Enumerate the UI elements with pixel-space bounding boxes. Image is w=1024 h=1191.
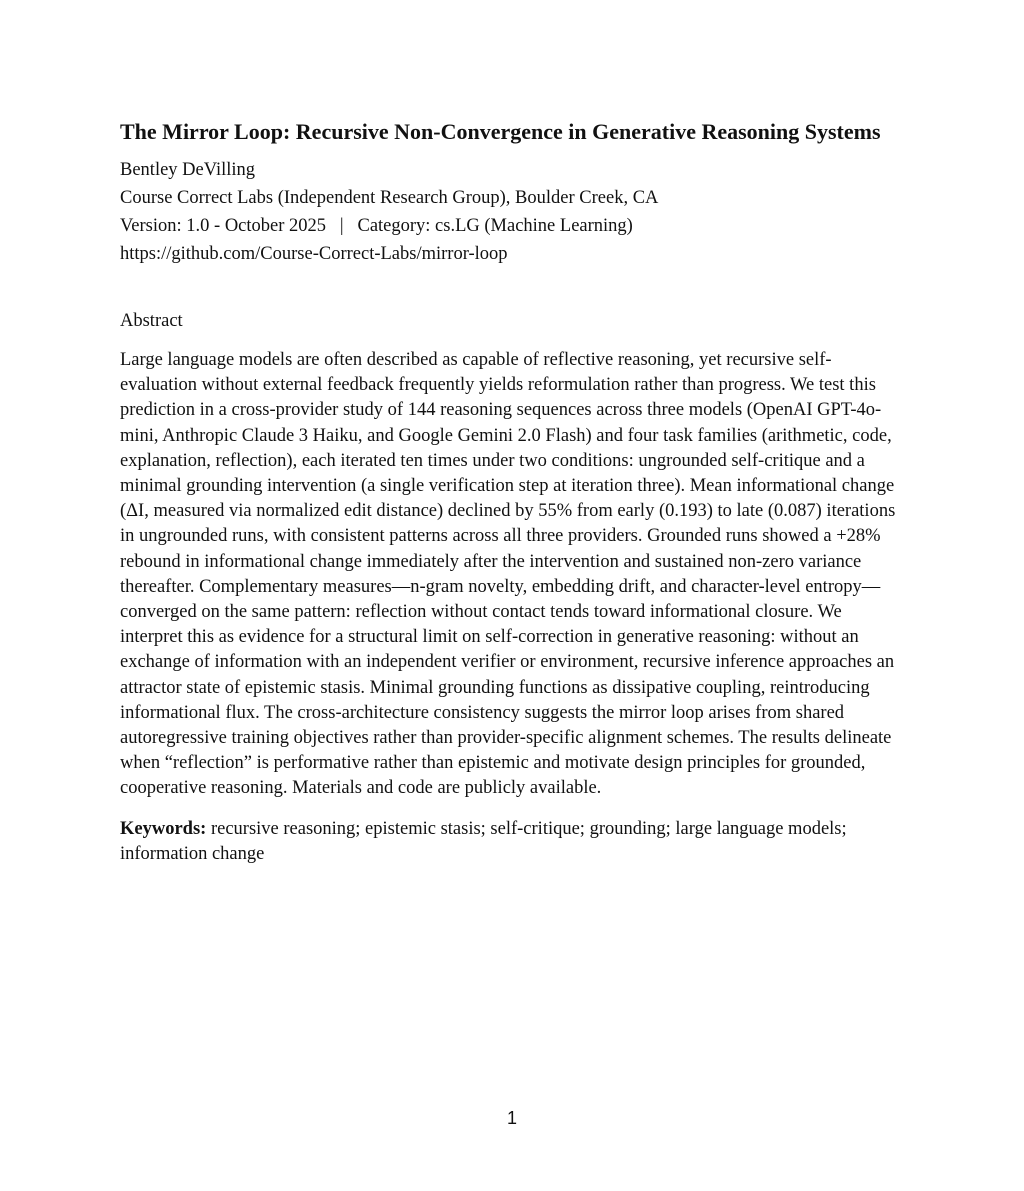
author-name: Bentley DeVilling bbox=[120, 160, 256, 180]
paper-page bbox=[120, 118, 904, 867]
abstract-heading: Abstract bbox=[120, 311, 183, 331]
affiliation: Course Correct Labs (Independent Research Group), Boulder Creek, CA bbox=[120, 188, 659, 208]
abstract-body: Large language models are often described as capable of reflective reasoning, yet recursive self-evaluation without external feedback frequently yields reformulation rather than progress. We test this prediction in a cross-provider study of 144 reasoning sequences across three models (OpenAI GPT-4o-mini, Anthropic Claude 3 Haiku, and Google Gemini 2.0 Flash) and four task families (arithmetic, code, explanation, reflection), each iterated ten times under two conditions: ungrounded self-critique and a minimal grounding intervention (a single verification step at iteration three). Mean informational change (ΔI, measured via normalized edit distance) declined by 55% from early (0.193) to late (0.087) iterations in ungrounded runs, with consistent patterns across all three providers. Grounded runs showed a +28% rebound in informational change immediately after the intervention and sustained non-zero variance thereafter. Complementary measures—n-gram novelty, embedding drift, and character-level entropy—converged on the same pattern: reflection without contact tends toward informational closure. We interpret this as evidence for a structural limit on self-correction in generative reasoning: without an exchange of information with an independent verifier or environment, recursive inference approaches an attractor state of epistemic stasis. Minimal grounding functions as dissipative coupling, reintroducing informational flux. The cross-architecture consistency suggests the mirror loop arises from shared autoregressive training objectives rather than provider-specific alignment schemes. The results delineate when “reflection” is performative rather than epistemic and motivate design principles for grounded, cooperative reasoning. Materials and code are publicly available. bbox=[120, 350, 896, 799]
paper-title: The Mirror Loop: Recursive Non-Convergence in Generative Reasoning Systems bbox=[120, 119, 881, 144]
version-category-line: Version: 1.0 - October 2025 | Category: cs.LG (Machine Learning) bbox=[120, 216, 633, 236]
keywords bbox=[120, 817, 904, 867]
keywords-text: recursive reasoning; epistemic stasis; self-critique; grounding; large language models; information change bbox=[120, 818, 847, 864]
page-number: 1 bbox=[506, 1108, 517, 1128]
keywords-label: Keywords: bbox=[120, 818, 207, 839]
repository-url: https://github.com/Course-Correct-Labs/mirror-loop bbox=[120, 244, 508, 264]
